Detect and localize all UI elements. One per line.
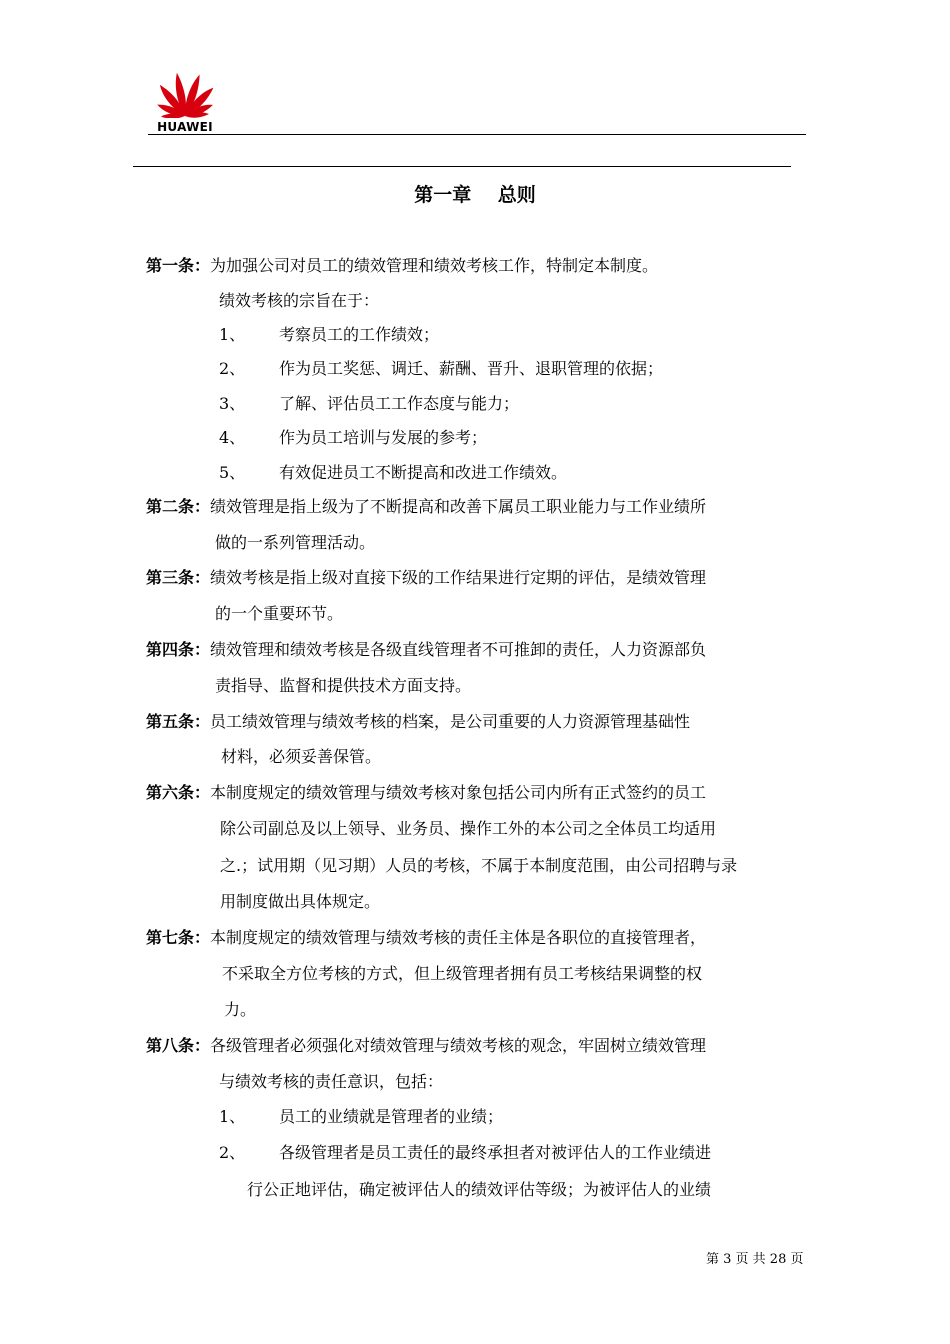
article-label: 第五条： <box>146 712 211 731</box>
article-8-cont: 与绩效考核的责任意识，包括： <box>219 1072 444 1091</box>
article-5 <box>146 711 690 733</box>
list-item: 作为员工培训与发展的参考； <box>279 428 488 447</box>
list-number: 2、 <box>219 359 246 378</box>
article-label: 第四条： <box>146 640 211 659</box>
list-item: 了解、评估员工工作态度与能力； <box>279 394 520 413</box>
article-label: 第六条： <box>146 783 211 802</box>
huawei-petals-icon <box>156 70 214 118</box>
article-text: 本制度规定的绩效管理与绩效考核对象包括公司内所有正式签约的员工 <box>210 783 707 802</box>
chapter-title: 第一章 总则 <box>414 184 536 206</box>
article-1 <box>146 255 658 277</box>
article-3-cont: 的一个重要环节。 <box>215 604 344 623</box>
list-number: 4、 <box>219 428 246 447</box>
article-6-cont: 除公司副总及以上领导、业务员、操作工外的本公司之全体员工均适用 <box>220 819 717 838</box>
list-number: 1、 <box>219 325 246 344</box>
article-label: 第七条： <box>146 928 211 947</box>
article-2-cont: 做的一系列管理活动。 <box>215 533 376 552</box>
list-number: 5、 <box>219 463 246 482</box>
list-number: 2、 <box>219 1143 246 1162</box>
logo-wordmark: HUAWEI <box>157 120 213 134</box>
title-rule <box>133 166 791 167</box>
article-text: 本制度规定的绩效管理与绩效考核的责任主体是各职位的直接管理者， <box>210 928 707 947</box>
article-text: 为加强公司对员工的绩效管理和绩效考核工作，特制定本制度。 <box>210 256 659 275</box>
article-label: 第三条： <box>146 568 211 587</box>
article-label: 第八条： <box>146 1036 211 1055</box>
article-4 <box>146 639 706 661</box>
list-number: 1、 <box>219 1107 246 1126</box>
article-7-cont: 不采取全方位考核的方式，但上级管理者拥有员工考核结果调整的权 <box>222 964 703 983</box>
header-rule <box>148 134 806 135</box>
article-6-cont: 之.；试用期（见习期）人员的考核，不属于本制度范围，由公司招聘与录 <box>220 856 738 875</box>
article-7 <box>146 927 706 949</box>
article-label: 第二条： <box>146 497 211 516</box>
article-text: 各级管理者必须强化对绩效管理与绩效考核的观念，牢固树立绩效管理 <box>210 1036 707 1055</box>
huawei-logo <box>150 70 220 134</box>
article-text: 绩效考核是指上级对直接下级的工作结果进行定期的评估，是绩效管理 <box>210 568 707 587</box>
article-8 <box>146 1035 706 1057</box>
article-label: 第一条： <box>146 256 211 275</box>
article-text: 绩效管理和绩效考核是各级直线管理者不可推卸的责任，人力资源部负 <box>210 640 707 659</box>
page-number: 第 3 页 共 28 页 <box>706 1252 804 1267</box>
list-item-cont: 行公正地评估，确定被评估人的绩效评估等级；为被评估人的业绩 <box>247 1180 712 1199</box>
list-item: 作为员工奖惩、调迁、薪酬、晋升、退职管理的依据； <box>279 359 664 378</box>
article-6 <box>146 782 706 804</box>
article-text: 员工绩效管理与绩效考核的档案，是公司重要的人力资源管理基础性 <box>210 712 691 731</box>
article-5-cont: 材料，必须妥善保管。 <box>221 747 382 766</box>
list-item: 有效促进员工不断提高和改进工作绩效。 <box>279 463 568 482</box>
list-item: 各级管理者是员工责任的最终承担者对被评估人的工作业绩进 <box>279 1143 712 1162</box>
list-item: 员工的业绩就是管理者的业绩； <box>279 1107 504 1126</box>
article-2 <box>146 496 706 518</box>
list-item: 考察员工的工作绩效； <box>279 325 440 344</box>
article-4-cont: 责指导、监督和提供技术方面支持。 <box>215 676 472 695</box>
article-text: 绩效管理是指上级为了不断提高和改善下属员工职业能力与工作业绩所 <box>210 497 707 516</box>
article-7-cont: 力。 <box>224 1000 257 1019</box>
article-6-cont: 用制度做出具体规定。 <box>220 892 381 911</box>
list-number: 3、 <box>219 394 246 413</box>
article-3 <box>146 567 706 589</box>
article-1-subtitle: 绩效考核的宗旨在于： <box>219 291 380 310</box>
